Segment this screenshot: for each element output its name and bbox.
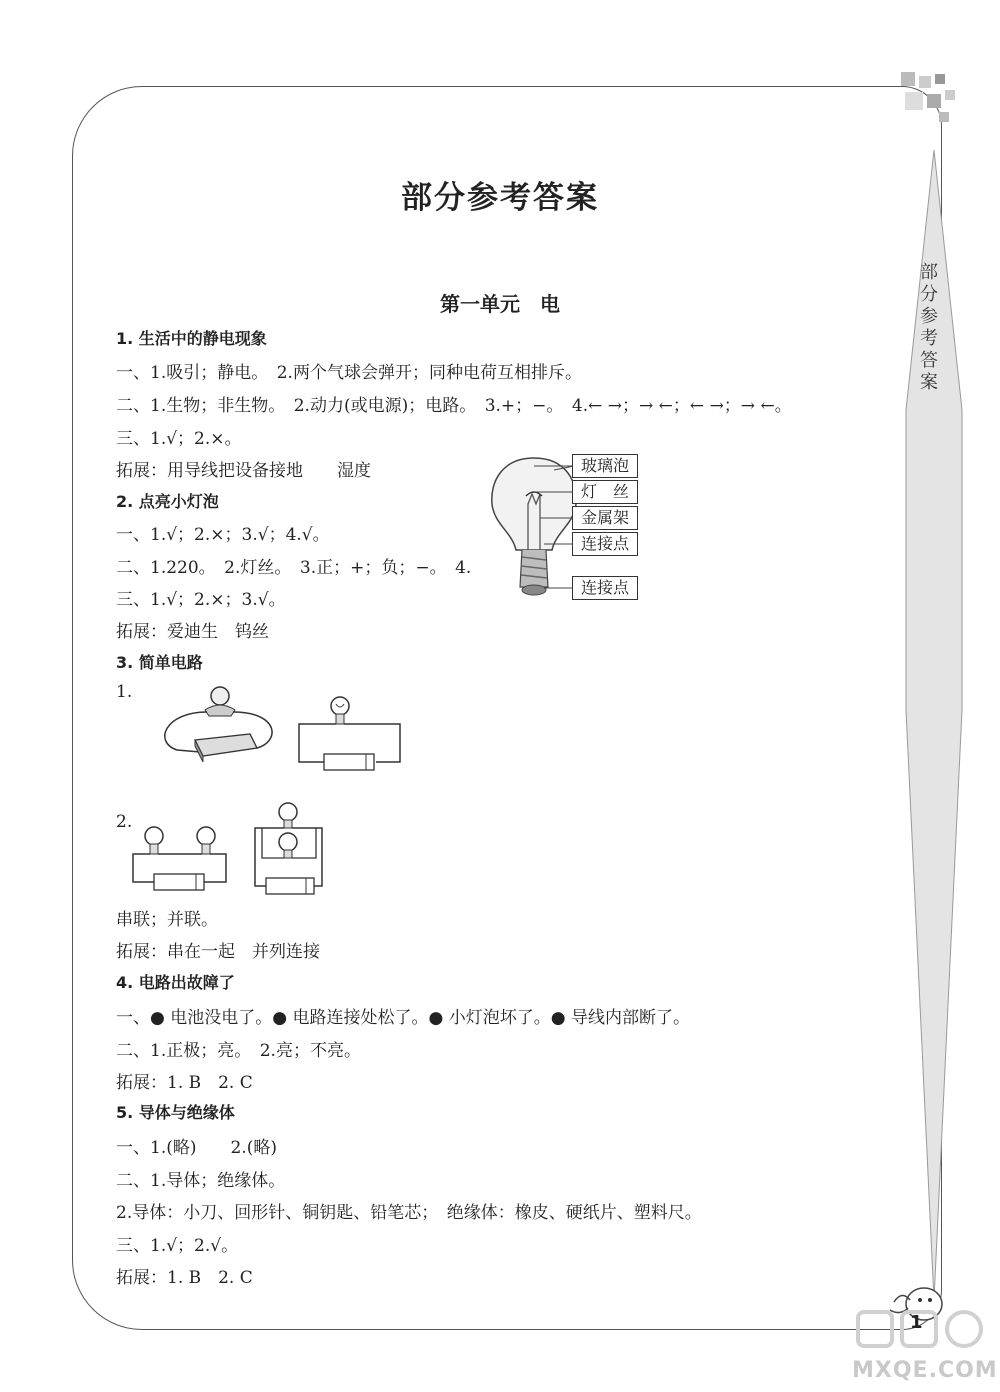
bulb-label-contact-bottom: 连接点	[572, 576, 638, 600]
answer-line: 1.	[116, 682, 133, 702]
answer-line: 二、1.220。 2.灯丝。 3.正；+；负；−。 4.	[116, 558, 472, 578]
answer-line: 一、1.√；2.×；3.√；4.√。	[116, 525, 330, 545]
answer-line: 2.导体：小刀、回形针、铜钥匙、铅笔芯； 绝缘体：橡皮、硬纸片、塑料尺。	[116, 1203, 702, 1223]
section-heading: 5. 导体与绝缘体	[116, 1103, 235, 1122]
section-heading: 4. 电路出故障了	[116, 973, 235, 992]
answer-line: 拓展：用导线把设备接地 湿度	[116, 461, 371, 481]
answer-line: 拓展：爱迪生 钨丝	[116, 622, 269, 642]
parallel-circuit-schematic	[252, 800, 332, 896]
series-circuit-schematic	[130, 822, 230, 894]
answer-line: 二、1.生物；非生物。 2.动力(或电源)；电路。 3.+；−。 4.← →；→ ←；← →；→ ←。	[116, 396, 792, 416]
answer-line: 二、1.正极；亮。 2.亮；不亮。	[116, 1041, 361, 1061]
answer-line: 三、1.√；2.√。	[116, 1236, 239, 1256]
bulb-label-contact: 连接点	[572, 532, 638, 556]
answer-line: 二、1.导体；绝缘体。	[116, 1171, 286, 1191]
page-title: 部分参考答案	[401, 180, 599, 216]
section-heading: 2. 点亮小灯泡	[116, 492, 219, 511]
section-heading: 1. 生活中的静电现象	[116, 329, 267, 348]
section-heading: 3. 简单电路	[116, 653, 203, 672]
answer-line: 拓展：1. B 2. C	[116, 1073, 253, 1093]
page-number: 1	[910, 1312, 923, 1333]
answer-line: 拓展：串在一起 并列连接	[116, 942, 320, 962]
bulb-leader-lines	[530, 460, 576, 600]
bulb-label-filament: 灯 丝	[572, 480, 638, 504]
simple-circuit-schematic	[296, 694, 406, 774]
bulb-label-metal-frame: 金属架	[572, 506, 638, 530]
answer-line: 2.	[116, 812, 133, 832]
answer-line: 一、1.吸引；静电。 2.两个气球会弹开；同种电荷互相排斥。	[116, 363, 582, 383]
bulb-label-glass: 玻璃泡	[572, 454, 638, 478]
answer-line: 三、1.√；2.×。	[116, 429, 242, 449]
answer-line: 串联；并联。	[116, 910, 218, 930]
corner-squares-decoration	[895, 68, 965, 128]
answer-line: 三、1.√；2.×；3.√。	[116, 590, 286, 610]
side-tab-label: 部分参考答案	[920, 262, 938, 393]
answer-line: 拓展：1. B 2. C	[116, 1268, 253, 1288]
unit-title: 第一单元 电	[440, 292, 560, 316]
answer-line: 一、1.(略) 2.(略)	[116, 1138, 277, 1158]
answer-line: 一、● 电池没电了。● 电路连接处松了。● 小灯泡坏了。● 导线内部断了。	[116, 1008, 690, 1028]
watermark-text: MXQE.COM	[852, 1358, 998, 1383]
simple-circuit-drawing	[155, 682, 285, 762]
